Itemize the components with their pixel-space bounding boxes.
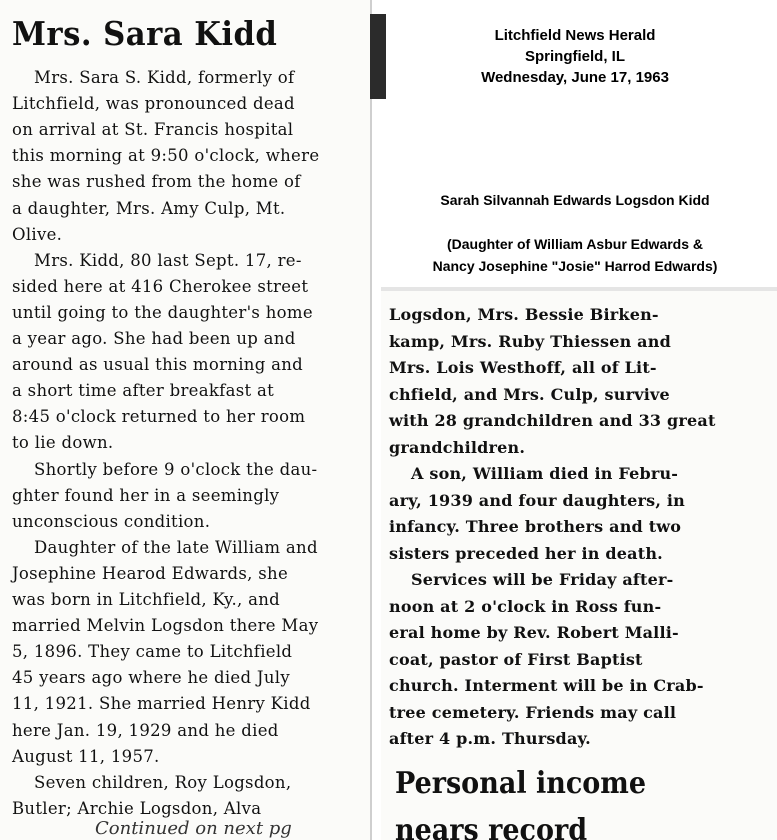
text-line: 45 years ago where he died July <box>12 668 290 688</box>
text-line: August 11, 1957. <box>12 746 160 766</box>
text-line: coat, pastor of First Baptist <box>389 649 643 669</box>
text-line: Logsdon, Mrs. Bessie Birken- <box>389 305 659 324</box>
text-line: with 28 grandchildren and 33 great <box>389 411 716 430</box>
text-line: Mrs. Sara S. Kidd, formerly of <box>34 68 295 87</box>
page-divider <box>370 0 372 840</box>
text-line: Butler; Archie Logsdon, Alva <box>12 798 262 818</box>
text-line: a short time after breakfast at <box>12 381 275 401</box>
text-line: Shortly before 9 o'clock the dau- <box>34 459 318 479</box>
obituary-clipping-right <box>381 291 777 840</box>
text-line: Daughter of the late William and <box>34 537 318 557</box>
text-line: sisters preceded her in death. <box>389 543 663 563</box>
text-line: 8:45 o'clock returned to her room <box>12 407 306 427</box>
source-caption <box>385 25 765 88</box>
subject-parents <box>385 233 765 277</box>
divider-strip <box>370 14 386 99</box>
text-line: noon at 2 o'clock in Ross fun- <box>389 596 662 616</box>
parents-line-2: Nancy Josephine "Josie" Harrod Edwards) <box>432 258 718 274</box>
text-line: ghter found her in a seemingly <box>12 485 280 505</box>
text-line: infancy. Three brothers and two <box>389 517 682 536</box>
text-line: sided here at 416 Cherokee street <box>12 276 309 296</box>
text-line: church. Interment will be in Crab- <box>389 676 704 695</box>
text-line: Seven children, Roy Logsdon, <box>34 772 292 792</box>
text-line: A son, William died in Febru- <box>411 464 679 483</box>
text-line: here Jan. 19, 1929 and he died <box>12 720 279 740</box>
text-line: Mrs. Kidd, 80 last Sept. 17, re- <box>34 250 302 270</box>
text-line: a year ago. She had been up and <box>12 329 296 348</box>
text-line: was born in Litchfield, Ky., and <box>12 590 281 609</box>
next-article-headline: Personal income <box>395 766 647 801</box>
text-line: eral home by Rev. Robert Malli- <box>389 623 679 642</box>
text-line: a daughter, Mrs. Amy Culp, Mt. <box>12 198 286 218</box>
text-line: chfield, and Mrs. Culp, survive <box>389 384 670 404</box>
parents-line-1: (Daughter of William Asbur Edwards & <box>446 236 704 252</box>
newspaper-date: Wednesday, June 17, 1963 <box>481 69 669 86</box>
text-line: Josephine Hearod Edwards, she <box>12 563 289 583</box>
text-line: tree cemetery. Friends may call <box>389 702 677 722</box>
text-line: around as usual this morning and <box>12 355 304 375</box>
text-line: 11, 1921. She married Henry Kidd <box>12 694 311 714</box>
text-line: 5, 1896. They came to Litchfield <box>12 642 293 662</box>
text-line: on arrival at St. Francis hospital <box>12 120 294 140</box>
text-line: she was rushed from the home of <box>12 172 301 192</box>
text-line: this morning at 9:50 o'clock, where <box>12 146 320 166</box>
newspaper-name: Litchfield News Herald <box>494 27 656 44</box>
text-line: to lie down. <box>12 433 114 453</box>
text-line: grandchildren. <box>389 437 526 457</box>
text-line: Litchfield, was pronounced dead <box>12 94 295 114</box>
text-line: kamp, Mrs. Ruby Thiessen and <box>389 331 671 351</box>
text-line: until going to the daughter's home <box>12 302 313 322</box>
text-line: married Melvin Logsdon there May <box>12 616 319 636</box>
obituary-clipping-left <box>0 0 370 840</box>
handwritten-note: Continued on next pg <box>95 818 292 839</box>
next-article-headline-2: nears record <box>395 813 588 840</box>
text-line: after 4 p.m. Thursday. <box>389 729 591 748</box>
newspaper-place: Springfield, IL <box>525 48 625 65</box>
subject-name: Sarah Silvannah Edwards Logsdon Kidd <box>440 192 710 208</box>
text-line: Services will be Friday after- <box>411 570 674 589</box>
obituary-headline: Mrs. Sara Kidd <box>12 14 278 53</box>
text-line: Mrs. Lois Westhoff, all of Lit- <box>389 358 657 377</box>
text-line: unconscious condition. <box>12 511 211 531</box>
text-line: ary, 1939 and four daughters, in <box>389 490 686 510</box>
text-line: Olive. <box>12 224 63 244</box>
